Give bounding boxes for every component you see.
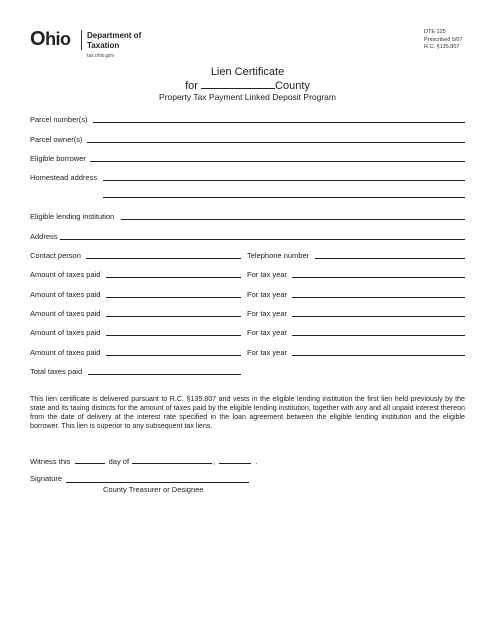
amount-taxes-paid-label-2: Amount of taxes paid xyxy=(30,290,101,299)
amount-taxes-paid-field-3[interactable] xyxy=(106,316,241,317)
parcel-numbers-label: Parcel number(s) xyxy=(30,115,88,124)
page-subtitle: Property Tax Payment Linked Deposit Program xyxy=(158,92,336,102)
for-tax-year-field-4[interactable] xyxy=(292,335,465,336)
witness-comma: , xyxy=(213,457,216,466)
witness-period: . xyxy=(255,457,258,466)
witness-this-label: Witness this xyxy=(30,457,71,466)
homestead-address-field-1[interactable] xyxy=(103,180,465,181)
for-tax-year-field-5[interactable] xyxy=(292,355,465,356)
witness-day-field[interactable] xyxy=(75,455,105,464)
dept-line1: Department of xyxy=(87,31,142,40)
signature-label: Signature xyxy=(30,474,63,483)
for-tax-year-label-3: For tax year xyxy=(247,309,288,318)
county-line xyxy=(0,79,495,92)
logo-text: hio xyxy=(45,29,71,49)
parcel-owners-field[interactable] xyxy=(87,142,465,143)
amount-taxes-paid-field-1[interactable] xyxy=(106,277,241,278)
amount-taxes-paid-field-5[interactable] xyxy=(106,355,241,356)
signature-field[interactable] xyxy=(66,482,249,483)
for-label: for xyxy=(185,80,198,92)
witness-line xyxy=(30,455,258,466)
for-tax-year-label-2: For tax year xyxy=(247,290,288,299)
contact-person-label: Contact person xyxy=(30,251,81,260)
amount-taxes-paid-field-2[interactable] xyxy=(106,297,241,298)
form-reference xyxy=(424,29,463,52)
witness-month-field[interactable] xyxy=(132,455,212,464)
day-of-label: day of xyxy=(108,457,130,466)
parcel-owners-label: Parcel owner(s) xyxy=(30,135,83,144)
form-number: DTE 125 xyxy=(424,29,446,35)
address-label: Address xyxy=(30,232,58,241)
county-field[interactable] xyxy=(201,79,275,89)
witness-year-field[interactable] xyxy=(219,455,251,464)
signature-caption: County Treasurer or Designee xyxy=(103,485,204,494)
logo-o: O xyxy=(30,28,46,50)
for-tax-year-field-1[interactable] xyxy=(292,277,465,278)
amount-taxes-paid-label-4: Amount of taxes paid xyxy=(30,328,101,337)
for-tax-year-label-4: For tax year xyxy=(247,328,288,337)
for-tax-year-field-2[interactable] xyxy=(292,297,465,298)
eligible-lending-institution-field[interactable] xyxy=(121,219,465,220)
amount-taxes-paid-field-4[interactable] xyxy=(106,335,241,336)
rc-reference: R.C. §135.807 xyxy=(424,44,460,50)
address-field[interactable] xyxy=(60,239,465,240)
for-tax-year-label-5: For tax year xyxy=(247,348,288,357)
dept-line2: Taxation xyxy=(87,41,120,50)
homestead-address-label: Homestead address xyxy=(30,173,98,182)
for-tax-year-field-3[interactable] xyxy=(292,316,465,317)
prescribed-date: Prescribed 5/07 xyxy=(424,36,463,43)
website: tax.ohio.gov xyxy=(87,53,114,59)
amount-taxes-paid-label-1: Amount of taxes paid xyxy=(30,270,101,279)
for-tax-year-label-1: For tax year xyxy=(247,270,288,279)
telephone-number-label: Telephone number xyxy=(247,251,310,260)
page-title: Lien Certificate xyxy=(210,66,285,78)
eligible-borrower-label: Eligible borrower xyxy=(30,154,86,163)
total-taxes-paid-field[interactable] xyxy=(88,374,241,375)
ohio-logo xyxy=(30,28,71,51)
telephone-number-field[interactable] xyxy=(315,258,465,259)
homestead-address-field-2[interactable] xyxy=(103,197,465,198)
department-name xyxy=(87,31,141,51)
contact-person-field[interactable] xyxy=(86,258,241,259)
amount-taxes-paid-label-3: Amount of taxes paid xyxy=(30,309,101,318)
total-taxes-paid-label: Total taxes paid xyxy=(30,367,83,376)
logo-divider xyxy=(81,30,82,50)
eligible-borrower-field[interactable] xyxy=(90,161,465,162)
lien-statement: This lien certificate is delivered pursuant to R.C. §135.807 and vests in the eligible lending institution the first lien held previously by the state and its taxing districts for the amount of taxes paid by the eligible lending institution, together with any and all unpaid interest thereon from the date of delivery at the interest rate specified in the loan agreement between the eligible lending institution and the eligible borrower. This lien is superior to any subsequent tax liens. xyxy=(30,395,465,430)
amount-taxes-paid-label-5: Amount of taxes paid xyxy=(30,348,101,357)
eligible-lending-institution-label: Eligible lending institution xyxy=(30,212,115,221)
county-label: County xyxy=(275,80,310,92)
parcel-numbers-field[interactable] xyxy=(93,122,465,123)
